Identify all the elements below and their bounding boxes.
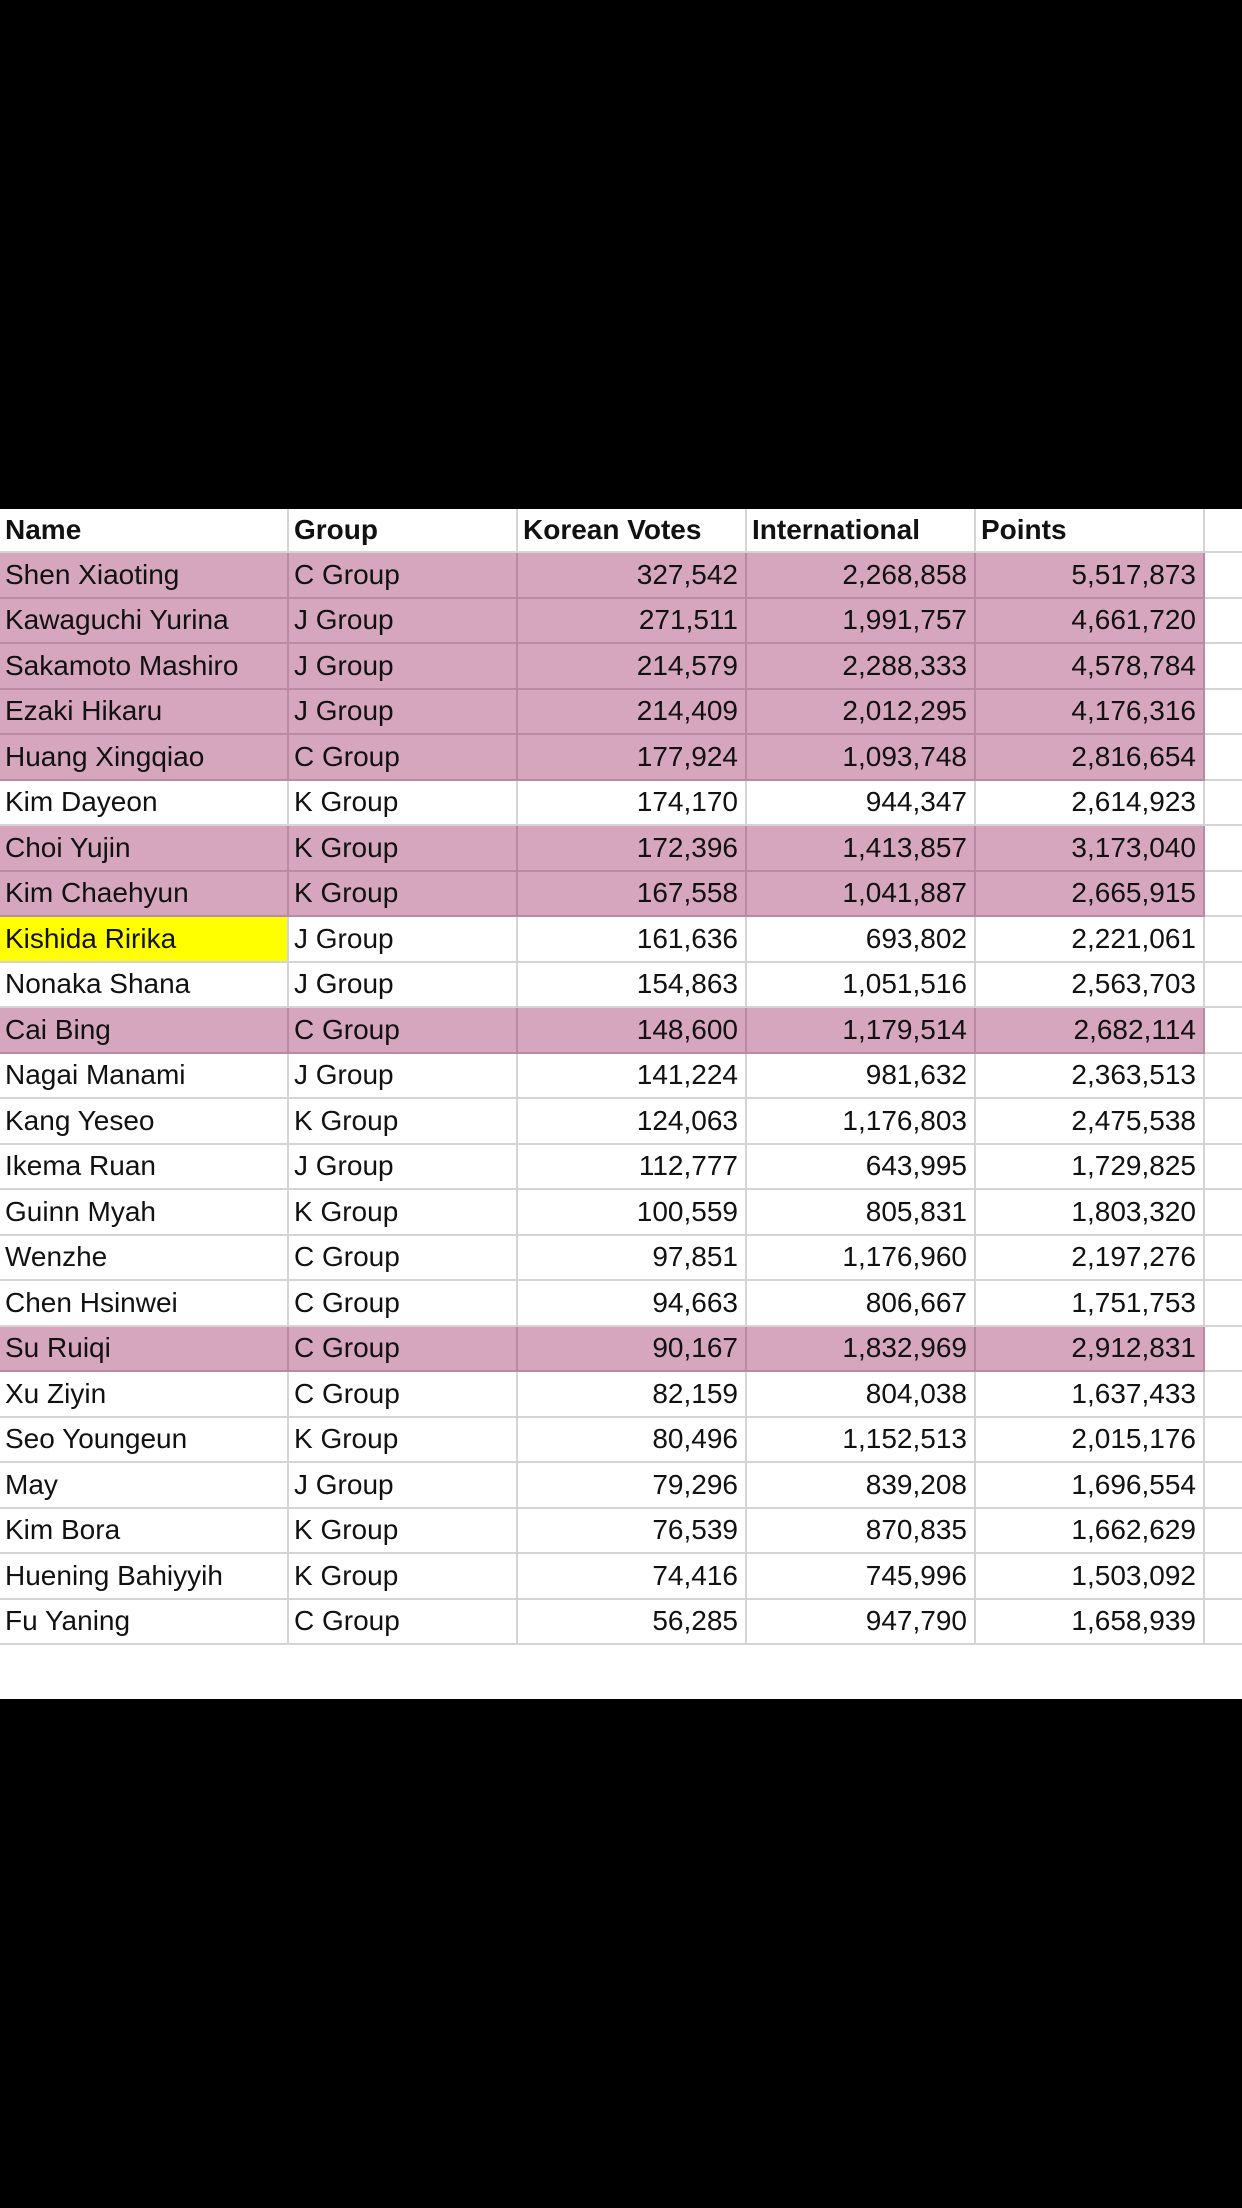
empty-cell[interactable] [1204, 1189, 1242, 1235]
empty-cell[interactable] [1204, 1371, 1242, 1417]
name-cell[interactable]: Nagai Manami [0, 1053, 288, 1099]
points-cell[interactable]: 2,665,915 [975, 871, 1204, 917]
international-cell[interactable]: 1,051,516 [746, 962, 975, 1008]
name-cell[interactable]: Fu Yaning [0, 1599, 288, 1645]
group-cell[interactable]: J Group [288, 643, 517, 689]
name-cell[interactable]: Sakamoto Mashiro [0, 643, 288, 689]
table-row [0, 871, 1242, 917]
points-cell[interactable]: 1,751,753 [975, 1280, 1204, 1326]
international-cell[interactable]: 745,996 [746, 1553, 975, 1599]
name-cell[interactable]: Seo Youngeun [0, 1417, 288, 1463]
korean-votes-cell[interactable]: 124,063 [517, 1098, 746, 1144]
table-row [0, 1508, 1242, 1554]
table-row [0, 689, 1242, 735]
korean-votes-cell[interactable]: 271,511 [517, 598, 746, 644]
korean-votes-cell[interactable]: 174,170 [517, 780, 746, 826]
korean-votes-cell[interactable]: 214,579 [517, 643, 746, 689]
empty-cell[interactable] [1204, 643, 1242, 689]
table-row [0, 1098, 1242, 1144]
table-row [0, 825, 1242, 871]
table-row [0, 1280, 1242, 1326]
points-cell[interactable]: 2,475,538 [975, 1098, 1204, 1144]
international-cell[interactable]: 1,176,960 [746, 1235, 975, 1281]
points-cell[interactable]: 2,563,703 [975, 962, 1204, 1008]
empty-cell[interactable] [1204, 1553, 1242, 1599]
group-cell[interactable]: C Group [288, 1007, 517, 1053]
group-cell[interactable]: J Group [288, 598, 517, 644]
international-cell[interactable]: 1,832,969 [746, 1326, 975, 1372]
korean-votes-cell[interactable]: 167,558 [517, 871, 746, 917]
group-cell[interactable]: C Group [288, 1235, 517, 1281]
table-row [0, 734, 1242, 780]
korean-votes-cell[interactable]: 172,396 [517, 825, 746, 871]
international-cell[interactable]: 947,790 [746, 1599, 975, 1645]
points-cell[interactable]: 4,176,316 [975, 689, 1204, 735]
table-row [0, 598, 1242, 644]
group-cell[interactable]: J Group [288, 916, 517, 962]
name-cell[interactable]: Kim Dayeon [0, 780, 288, 826]
korean-votes-cell[interactable]: 141,224 [517, 1053, 746, 1099]
international-cell[interactable]: 2,012,295 [746, 689, 975, 735]
group-cell[interactable]: K Group [288, 1553, 517, 1599]
name-cell[interactable]: Su Ruiqi [0, 1326, 288, 1372]
empty-cell[interactable] [1204, 1462, 1242, 1508]
votes-table [0, 509, 1242, 1645]
korean-votes-cell[interactable]: 214,409 [517, 689, 746, 735]
points-cell[interactable]: 1,658,939 [975, 1599, 1204, 1645]
empty-cell[interactable] [1204, 825, 1242, 871]
empty-cell[interactable] [1204, 780, 1242, 826]
group-cell[interactable]: K Group [288, 1417, 517, 1463]
points-cell[interactable]: 3,173,040 [975, 825, 1204, 871]
table-row [0, 1599, 1242, 1645]
group-cell[interactable]: C Group [288, 734, 517, 780]
name-cell[interactable]: Huang Xingqiao [0, 734, 288, 780]
table-row [0, 1235, 1242, 1281]
empty-cell[interactable] [1204, 1235, 1242, 1281]
points-cell[interactable]: 2,816,654 [975, 734, 1204, 780]
international-cell[interactable]: 839,208 [746, 1462, 975, 1508]
name-cell[interactable]: Kim Chaehyun [0, 871, 288, 917]
empty-cell[interactable] [1204, 1599, 1242, 1645]
empty-cell[interactable] [1204, 916, 1242, 962]
group-cell[interactable]: C Group [288, 1326, 517, 1372]
group-cell[interactable]: J Group [288, 1144, 517, 1190]
points-cell[interactable]: 1,637,433 [975, 1371, 1204, 1417]
group-cell[interactable]: K Group [288, 1508, 517, 1554]
header-row [0, 509, 1242, 552]
points-cell[interactable]: 1,729,825 [975, 1144, 1204, 1190]
header-international[interactable]: International [746, 509, 975, 552]
empty-cell[interactable] [1204, 1007, 1242, 1053]
table-row [0, 1462, 1242, 1508]
empty-cell[interactable] [1204, 871, 1242, 917]
table-row [0, 643, 1242, 689]
spreadsheet [0, 509, 1242, 1699]
table-row [0, 1371, 1242, 1417]
group-cell[interactable]: C Group [288, 1599, 517, 1645]
empty-cell[interactable] [1204, 552, 1242, 598]
table-row [0, 916, 1242, 962]
international-cell[interactable]: 1,041,887 [746, 871, 975, 917]
points-cell[interactable]: 1,503,092 [975, 1553, 1204, 1599]
table-row [0, 780, 1242, 826]
korean-votes-cell[interactable]: 56,285 [517, 1599, 746, 1645]
name-cell[interactable]: Choi Yujin [0, 825, 288, 871]
empty-cell[interactable] [1204, 1280, 1242, 1326]
table-row [0, 1144, 1242, 1190]
points-cell[interactable]: 1,696,554 [975, 1462, 1204, 1508]
points-cell[interactable]: 5,517,873 [975, 552, 1204, 598]
name-cell[interactable]: Cai Bing [0, 1007, 288, 1053]
korean-votes-cell[interactable]: 80,496 [517, 1417, 746, 1463]
header-korean-votes[interactable]: Korean Votes [517, 509, 746, 552]
empty-cell[interactable] [1204, 1326, 1242, 1372]
table-row [0, 962, 1242, 1008]
group-cell[interactable]: J Group [288, 1462, 517, 1508]
international-cell[interactable]: 804,038 [746, 1371, 975, 1417]
points-cell[interactable]: 2,912,831 [975, 1326, 1204, 1372]
group-cell[interactable]: K Group [288, 780, 517, 826]
empty-cell[interactable] [1204, 689, 1242, 735]
name-cell[interactable]: Ezaki Hikaru [0, 689, 288, 735]
points-cell[interactable]: 4,578,784 [975, 643, 1204, 689]
international-cell[interactable]: 1,179,514 [746, 1007, 975, 1053]
name-cell[interactable]: Kishida Ririka [0, 916, 288, 962]
empty-cell[interactable] [1204, 1508, 1242, 1554]
korean-votes-cell[interactable]: 154,863 [517, 962, 746, 1008]
name-cell[interactable]: Chen Hsinwei [0, 1280, 288, 1326]
empty-cell[interactable] [1204, 734, 1242, 780]
name-cell[interactable]: Huening Bahiyyih [0, 1553, 288, 1599]
group-cell[interactable]: K Group [288, 1098, 517, 1144]
korean-votes-cell[interactable]: 79,296 [517, 1462, 746, 1508]
group-cell[interactable]: K Group [288, 1189, 517, 1235]
empty-cell[interactable] [1204, 1417, 1242, 1463]
name-cell[interactable]: Kim Bora [0, 1508, 288, 1554]
international-cell[interactable]: 981,632 [746, 1053, 975, 1099]
group-cell[interactable]: J Group [288, 1053, 517, 1099]
korean-votes-cell[interactable]: 177,924 [517, 734, 746, 780]
points-cell[interactable]: 2,221,061 [975, 916, 1204, 962]
group-cell[interactable]: K Group [288, 825, 517, 871]
name-cell[interactable]: Kawaguchi Yurina [0, 598, 288, 644]
group-cell[interactable]: C Group [288, 1280, 517, 1326]
international-cell[interactable]: 806,667 [746, 1280, 975, 1326]
group-cell[interactable]: C Group [288, 552, 517, 598]
group-cell[interactable]: K Group [288, 871, 517, 917]
international-cell[interactable]: 805,831 [746, 1189, 975, 1235]
korean-votes-cell[interactable]: 74,416 [517, 1553, 746, 1599]
table-row [0, 1007, 1242, 1053]
international-cell[interactable]: 1,093,748 [746, 734, 975, 780]
table-row [0, 552, 1242, 598]
international-cell[interactable]: 2,288,333 [746, 643, 975, 689]
international-cell[interactable]: 693,802 [746, 916, 975, 962]
points-cell[interactable]: 2,682,114 [975, 1007, 1204, 1053]
points-cell[interactable]: 2,614,923 [975, 780, 1204, 826]
international-cell[interactable]: 643,995 [746, 1144, 975, 1190]
korean-votes-cell[interactable]: 76,539 [517, 1508, 746, 1554]
points-cell[interactable]: 1,662,629 [975, 1508, 1204, 1554]
table-body [0, 552, 1242, 1644]
korean-votes-cell[interactable]: 148,600 [517, 1007, 746, 1053]
international-cell[interactable]: 870,835 [746, 1508, 975, 1554]
name-cell[interactable]: Xu Ziyin [0, 1371, 288, 1417]
korean-votes-cell[interactable]: 100,559 [517, 1189, 746, 1235]
name-cell[interactable]: Ikema Ruan [0, 1144, 288, 1190]
name-cell[interactable]: Shen Xiaoting [0, 552, 288, 598]
international-cell[interactable]: 1,152,513 [746, 1417, 975, 1463]
korean-votes-cell[interactable]: 90,167 [517, 1326, 746, 1372]
table-row [0, 1053, 1242, 1099]
international-cell[interactable]: 1,413,857 [746, 825, 975, 871]
korean-votes-cell[interactable]: 82,159 [517, 1371, 746, 1417]
group-cell[interactable]: C Group [288, 1371, 517, 1417]
points-cell[interactable]: 2,363,513 [975, 1053, 1204, 1099]
points-cell[interactable]: 2,197,276 [975, 1235, 1204, 1281]
korean-votes-cell[interactable]: 112,777 [517, 1144, 746, 1190]
table-row [0, 1189, 1242, 1235]
international-cell[interactable]: 1,176,803 [746, 1098, 975, 1144]
group-cell[interactable]: J Group [288, 962, 517, 1008]
header-name[interactable]: Name [0, 509, 288, 552]
points-cell[interactable]: 1,803,320 [975, 1189, 1204, 1235]
name-cell[interactable]: May [0, 1462, 288, 1508]
points-cell[interactable]: 2,015,176 [975, 1417, 1204, 1463]
name-cell[interactable]: Nonaka Shana [0, 962, 288, 1008]
empty-cell[interactable] [1204, 1144, 1242, 1190]
group-cell[interactable]: J Group [288, 689, 517, 735]
name-cell[interactable]: Kang Yeseo [0, 1098, 288, 1144]
header-empty-cell[interactable] [1204, 509, 1242, 552]
international-cell[interactable]: 944,347 [746, 780, 975, 826]
table-row [0, 1326, 1242, 1372]
empty-cell[interactable] [1204, 962, 1242, 1008]
table-row [0, 1417, 1242, 1463]
international-cell[interactable]: 1,991,757 [746, 598, 975, 644]
korean-votes-cell[interactable]: 327,542 [517, 552, 746, 598]
table-row [0, 1553, 1242, 1599]
points-cell[interactable]: 4,661,720 [975, 598, 1204, 644]
empty-cell[interactable] [1204, 1098, 1242, 1144]
header-group[interactable]: Group [288, 509, 517, 552]
name-cell[interactable]: Guinn Myah [0, 1189, 288, 1235]
korean-votes-cell[interactable]: 97,851 [517, 1235, 746, 1281]
international-cell[interactable]: 2,268,858 [746, 552, 975, 598]
korean-votes-cell[interactable]: 161,636 [517, 916, 746, 962]
header-points[interactable]: Points [975, 509, 1204, 552]
empty-cell[interactable] [1204, 598, 1242, 644]
korean-votes-cell[interactable]: 94,663 [517, 1280, 746, 1326]
name-cell[interactable]: Wenzhe [0, 1235, 288, 1281]
empty-cell[interactable] [1204, 1053, 1242, 1099]
